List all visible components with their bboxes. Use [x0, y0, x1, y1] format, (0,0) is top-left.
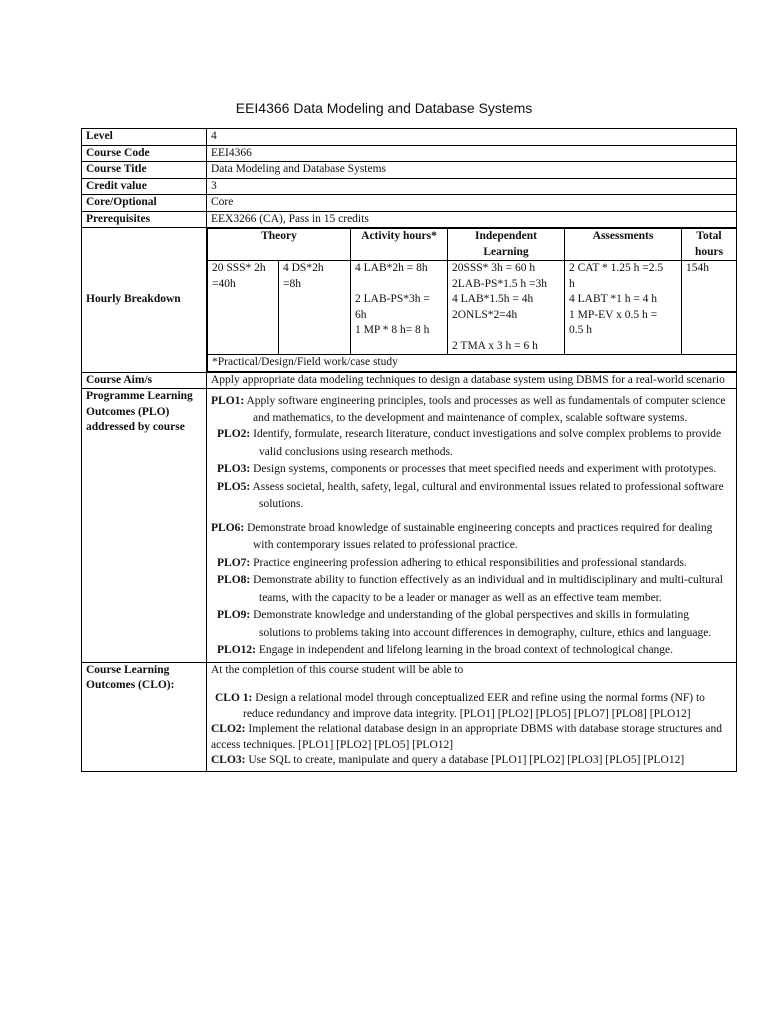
hourly-footnote-row: [208, 355, 737, 372]
hourly-footnote: *Practical/Design/Field work/case study: [208, 355, 737, 372]
assessments-header: Assessments: [565, 229, 682, 261]
hourly-header-row: [208, 229, 737, 261]
clo-label: Course Learning Outcomes (CLO):: [82, 662, 207, 771]
plo-code: PLO12:: [217, 644, 256, 656]
plo-label: Programme Learning Outcomes (PLO) addressed by course: [82, 389, 207, 663]
clo-gap: [211, 678, 732, 691]
assessments-line: 4 LABT *1 h = 4 h: [569, 293, 658, 305]
plo-item: [217, 642, 732, 660]
plo-code: PLO5:: [217, 480, 251, 493]
plo-text: Assess societal, health, safety, legal, cultural and environmental issues related to professional software solutions.: [252, 480, 724, 510]
assessments-cell: [565, 261, 682, 355]
assessments-line: 0.5 h: [569, 324, 592, 336]
independent-cell: [448, 261, 565, 355]
independent-spacer: [452, 323, 560, 339]
plo-text: Design systems, components or processes that meet specified needs and experiment with prototypes.: [253, 463, 717, 475]
plo-code: PLO1:: [211, 395, 245, 407]
row-course-title: [82, 162, 737, 179]
plo-cell: [207, 389, 737, 663]
row-core-optional: [82, 195, 737, 212]
plo-item: [217, 426, 732, 461]
row-hourly-breakdown: [82, 228, 737, 373]
course-aim-label: Course Aim/s: [82, 372, 207, 389]
row-course-aim: [82, 372, 737, 389]
level-value: 4: [207, 129, 737, 146]
activity-cell: [351, 261, 448, 355]
hourly-values-row: [208, 261, 737, 355]
independent-header: Independent Learning: [448, 229, 565, 261]
theory-b-cell: [279, 261, 351, 355]
clo-cell: [207, 662, 737, 771]
plo-code: PLO9:: [217, 609, 251, 621]
plo-code: PLO3:: [217, 463, 251, 475]
theory-b-line: 4 DS*2h: [283, 262, 324, 274]
plo-text: Apply software engineering principles, tools and processes as well as fundamentals of computer science and mathematics, to the development and maintenance of complex, scalable software systems.: [246, 395, 726, 424]
independent-line: 2ONLS*2=4h: [452, 308, 518, 321]
credit-value-label: Credit value: [82, 178, 207, 195]
independent-line: 4 LAB*1.5h = 4h: [452, 293, 534, 305]
total-cell: 154h: [682, 261, 737, 355]
clo-text: Use SQL to create, manipulate and query a database [PLO1] [PLO2] [PLO3] [PLO5] [PLO12]: [248, 754, 685, 766]
row-credit-value: [82, 178, 737, 195]
plo-item: [211, 393, 732, 426]
course-title-label: Course Title: [82, 162, 207, 179]
plo-code: PLO7:: [217, 556, 251, 569]
plo-text: Demonstrate knowledge and understanding of the global perspectives and skills in formulating solutions to problems taking into account differences in demography, culture, ethics and language.: [253, 609, 712, 639]
plo-code: PLO2:: [217, 428, 251, 440]
theory-a-cell: [208, 261, 279, 355]
plo-item: [217, 607, 732, 642]
hourly-breakdown-cell: [207, 228, 737, 373]
independent-line: 2 TMA x 3 h = 6 h: [452, 339, 538, 352]
activity-spacer: [355, 277, 443, 293]
row-prerequisites: [82, 211, 737, 228]
plo-text: Demonstrate broad knowledge of sustainable engineering concepts and practices required for dealing with contemporary issues related to professional practice.: [247, 521, 713, 551]
course-aim-text: Apply appropriate data modeling techniques to design a database system using DBMS for a real-world scenario: [207, 372, 737, 389]
row-plo: [82, 389, 737, 663]
clo-text: Design a relational model through conceptualized EER and refine using the normal forms (NF) to reduce redundancy and improve data integrity. [PLO1] [PLO2] [PLO5] [PLO7] [PLO8] [PLO12]: [243, 692, 705, 720]
clo-code: CLO2:: [211, 723, 246, 735]
plo-item: [217, 479, 732, 514]
plo-text: Engage in independent and lifelong learning in the broad context of technological change.: [258, 644, 674, 656]
theory-a-line: =40h: [212, 277, 236, 290]
clo-intro: At the completion of this course student will be able to: [211, 663, 464, 676]
hourly-breakdown-label: Hourly Breakdown: [82, 228, 207, 373]
prerequisites-label: Prerequisites: [82, 211, 207, 228]
theory-header: Theory: [208, 229, 351, 261]
plo-text: Practice engineering profession adhering to ethical responsibilities and professional standards.: [253, 556, 687, 569]
plo-item: [217, 555, 732, 573]
hourly-breakdown-table: [207, 228, 737, 372]
total-header: Total hours: [682, 229, 737, 261]
clo-item: [211, 691, 732, 722]
course-code-label: Course Code: [82, 145, 207, 162]
activity-line: 1 MP * 8 h= 8 h: [355, 324, 430, 336]
assessments-line: h: [569, 277, 575, 290]
clo-code: CLO 1:: [215, 692, 253, 704]
plo-code: PLO8:: [217, 574, 251, 586]
activity-header: Activity hours*: [351, 229, 448, 261]
theory-b-line: =8h: [283, 277, 301, 290]
course-table: [81, 128, 737, 772]
plo-text: Identify, formulate, research literature, conduct investigations and solve complex problems to provide valid conclusions using research methods.: [253, 428, 722, 458]
plo-text: Demonstrate ability to function effectively as an individual and in multidisciplinary and multi-cultural teams, with the capacity to be a leader or manager as well as an effective team member.: [253, 574, 724, 604]
plo-item: [217, 461, 732, 479]
clo-item: [211, 753, 732, 769]
prerequisites-value: EEX3266 (CA), Pass in 15 credits: [207, 211, 737, 228]
core-optional-value: Core: [207, 195, 737, 212]
row-clo: [82, 662, 737, 771]
level-label: Level: [82, 129, 207, 146]
clo-code: CLO3:: [211, 754, 246, 766]
clo-text: Implement the relational database design in an appropriate DBMS with database storage structures and access techniques. [PLO1] [PLO2] [PLO5] [PLO12]: [211, 723, 722, 751]
plo-item: [217, 572, 732, 607]
independent-line: 20SSS* 3h = 60 h: [452, 262, 536, 274]
clo-item: [211, 722, 732, 753]
credit-value-value: 3: [207, 178, 737, 195]
core-optional-label: Core/Optional: [82, 195, 207, 212]
document-title: EEI4366 Data Modeling and Database Systems: [235, 100, 533, 116]
independent-line: 2LAB-PS*1.5 h =3h: [452, 277, 547, 290]
plo-code: PLO6:: [211, 521, 245, 534]
row-level: [82, 129, 737, 146]
course-title-value: Data Modeling and Database Systems: [207, 162, 737, 179]
theory-a-line: 20 SSS* 2h: [212, 262, 266, 274]
assessments-line: 2 CAT * 1.25 h =2.5: [569, 262, 664, 274]
activity-line: 2 LAB-PS*3h =: [355, 293, 430, 305]
plo-item: [211, 520, 732, 555]
row-course-code: [82, 145, 737, 162]
course-code-value: EEI4366: [207, 145, 737, 162]
activity-line: 6h: [355, 308, 367, 321]
activity-line: 4 LAB*2h = 8h: [355, 262, 428, 274]
assessments-line: 1 MP-EV x 0.5 h =: [569, 308, 658, 321]
